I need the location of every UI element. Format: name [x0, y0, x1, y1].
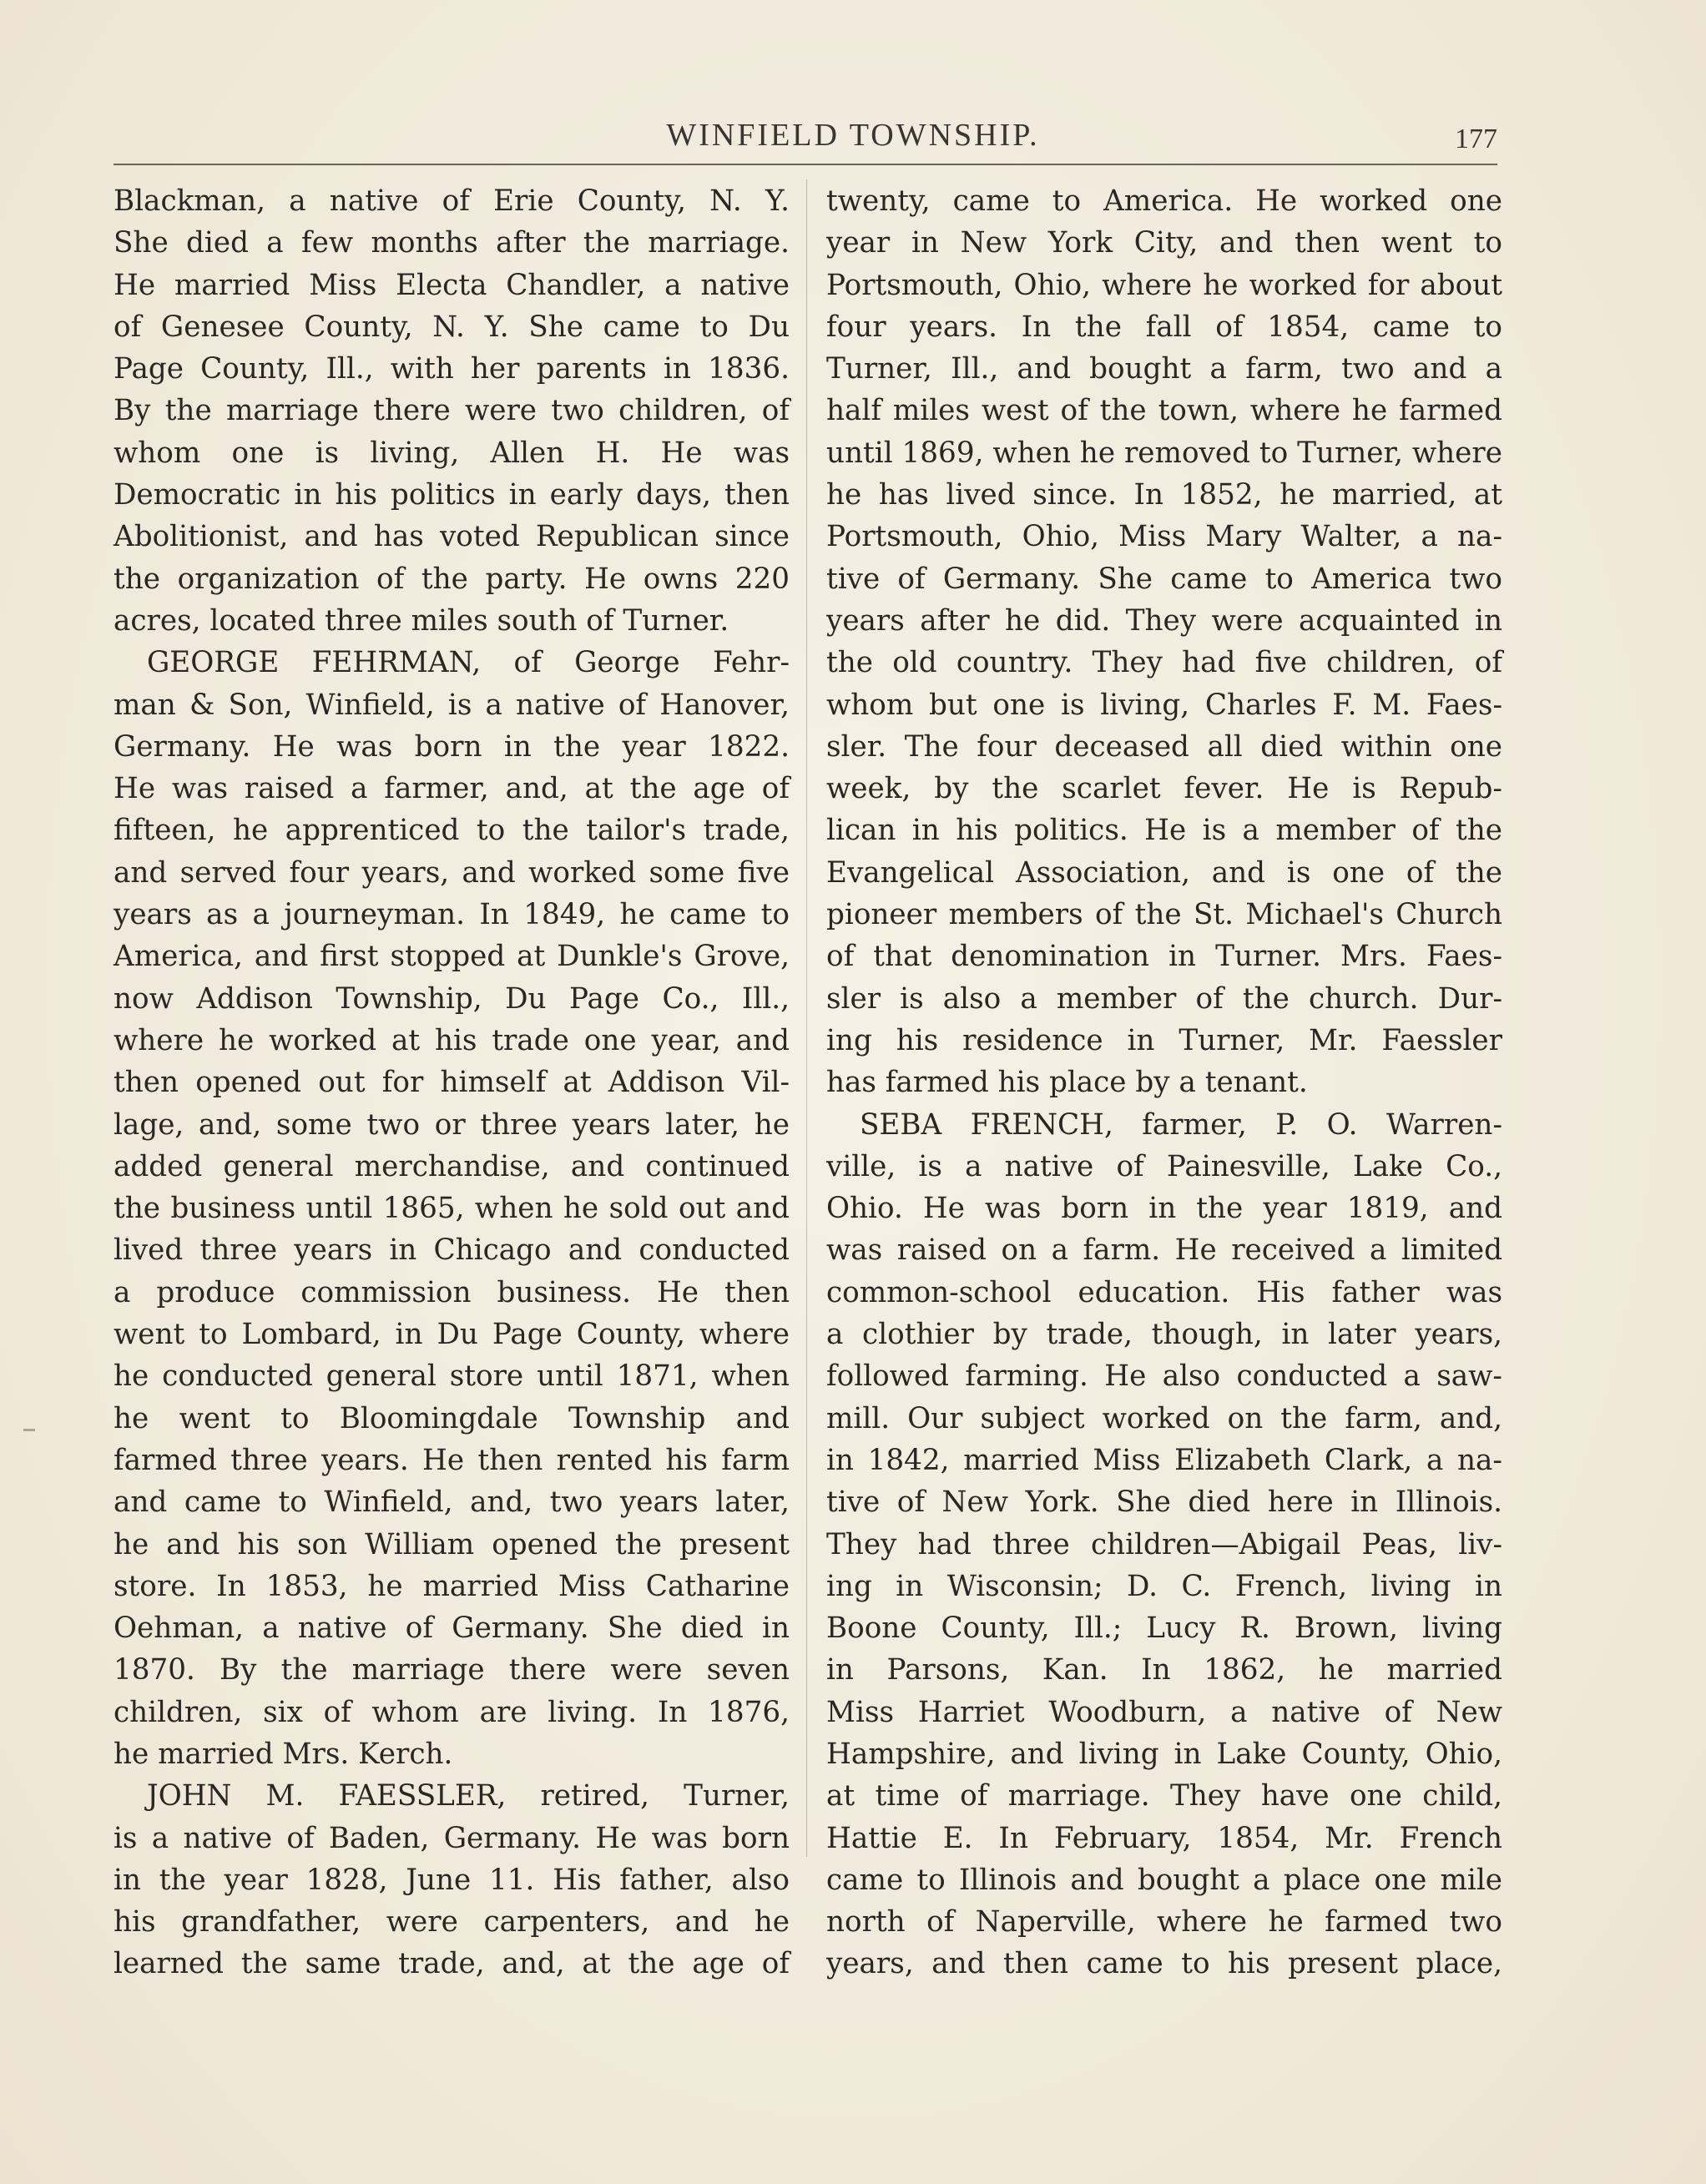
text-line: twenty, came to America. He worked one: [826, 184, 1502, 218]
text-line: he and his son William opened the present: [114, 1527, 790, 1561]
text-line: children, six of whom are living. In 1876,: [114, 1695, 790, 1729]
text-line: years after he did. They were acquainted in: [826, 603, 1502, 638]
text-line: the old country. They had five children, of: [826, 646, 1502, 680]
text-line: whom one is living, Allen H. He was: [114, 436, 790, 470]
text-line: in Parsons, Kan. In 1862, he married: [826, 1653, 1502, 1687]
header-rule: [114, 164, 1497, 165]
text-line: week, by the scarlet fever. He is Repub-: [826, 772, 1502, 806]
text-line: acres, located three miles south of Turner.: [114, 603, 729, 638]
left-column: [114, 180, 790, 1985]
text-line: whom but one is living, Charles F. M. Faes-: [826, 688, 1502, 722]
text-line: common-school education. His father was: [826, 1275, 1502, 1309]
text-line: until 1869, when he removed to Turner, where: [826, 436, 1502, 470]
text-line: fifteen, he apprenticed to the tailor's trade,: [114, 814, 790, 848]
text-line: in 1842, married Miss Elizabeth Clark, a na-: [826, 1443, 1502, 1477]
text-line: north of Naperville, where he farmed two: [826, 1905, 1502, 1939]
text-line: ville, is a native of Painesville, Lake Co.,: [826, 1149, 1502, 1183]
text-line: lage, and, some two or three years later, he: [114, 1107, 790, 1142]
text-line: in the year 1828, June 11. His father, also: [114, 1863, 790, 1897]
right-column: [826, 180, 1502, 1985]
text-line: sler. The four deceased all died within one: [826, 729, 1502, 764]
text-line: America, and first stopped at Dunkle's Grove,: [114, 940, 790, 974]
text-line: sler is also a member of the church. Dur-: [826, 981, 1502, 1016]
text-line: Blackman, a native of Erie County, N. Y.: [114, 184, 790, 218]
text-line: Oehman, a native of Germany. She died in: [114, 1612, 790, 1646]
text-line: years, and then came to his present place,: [826, 1947, 1502, 1981]
text-line: half miles west of the town, where he farmed: [826, 394, 1502, 428]
running-head: WINFIELD TOWNSHIP.: [666, 118, 1040, 153]
text-line: Page County, Ill., with her parents in 1836.: [114, 352, 790, 386]
text-line: a produce commission business. He then: [114, 1275, 790, 1309]
text-line: where he worked at his trade one year, and: [114, 1023, 790, 1057]
text-line: Evangelical Association, and is one of the: [826, 855, 1502, 890]
text-line: Hattie E. In February, 1854, Mr. French: [826, 1821, 1502, 1855]
text-line: came to Illinois and bought a place one mile: [826, 1863, 1502, 1897]
text-line: the business until 1865, when he sold out and: [114, 1192, 790, 1226]
text-line: They had three children—Abigail Peas, liv-: [826, 1527, 1502, 1561]
text-line: Germany. He was born in the year 1822.: [114, 729, 790, 764]
text-line: he married Mrs. Kerch.: [114, 1737, 453, 1771]
text-line: at time of marriage. They have one child,: [826, 1779, 1502, 1813]
text-line: farmed three years. He then rented his farm: [114, 1443, 790, 1477]
text-line: is a native of Baden, Germany. He was born: [114, 1821, 790, 1855]
text-line: added general merchandise, and continued: [114, 1149, 790, 1183]
text-line: lived three years in Chicago and conducted: [114, 1233, 790, 1268]
text-line: JOHN M. FAESSLER, retired, Turner,: [147, 1779, 790, 1813]
text-line: mill. Our subject worked on the farm, and,: [826, 1401, 1502, 1435]
text-line: Ohio. He was born in the year 1819, and: [826, 1192, 1502, 1226]
margin-mark: [23, 1429, 35, 1431]
text-line: Abolitionist, and has voted Republican since: [114, 520, 790, 554]
text-line: four years. In the fall of 1854, came to: [826, 310, 1502, 344]
text-line: went to Lombard, in Du Page County, where: [114, 1318, 790, 1352]
text-line: ing his residence in Turner, Mr. Faessler: [826, 1023, 1502, 1057]
text-line: tive of New York. She died here in Illinois.: [826, 1485, 1502, 1520]
text-line: SEBA FRENCH, farmer, P. O. Warren-: [860, 1107, 1502, 1142]
text-line: He married Miss Electa Chandler, a native: [114, 268, 790, 302]
column-divider: [806, 179, 807, 1857]
text-line: followed farming. He also conducted a saw-: [826, 1359, 1502, 1394]
text-line: Miss Harriet Woodburn, a native of New: [826, 1695, 1502, 1729]
text-line: ing in Wisconsin; D. C. French, living in: [826, 1569, 1502, 1603]
text-line: year in New York City, and then went to: [826, 226, 1502, 260]
text-line: Hampshire, and living in Lake County, Ohio,: [826, 1737, 1502, 1771]
text-line: then opened out for himself at Addison Vil-: [114, 1066, 790, 1100]
text-line: Portsmouth, Ohio, where he worked for about: [826, 268, 1502, 302]
text-line: lican in his politics. He is a member of the: [826, 814, 1502, 848]
text-line: GEORGE FEHRMAN, of George Fehr-: [147, 646, 790, 680]
text-line: has farmed his place by a tenant.: [826, 1066, 1308, 1100]
text-line: he went to Bloomingdale Township and: [114, 1401, 790, 1435]
text-line: of that denomination in Turner. Mrs. Faes-: [826, 940, 1502, 974]
text-line: pioneer members of the St. Michael's Church: [826, 898, 1502, 932]
text-line: he conducted general store until 1871, when: [114, 1359, 790, 1394]
text-line: tive of Germany. She came to America two: [826, 562, 1502, 596]
text-line: Democratic in his politics in early days, then: [114, 478, 790, 512]
text-line: learned the same trade, and, at the age of: [114, 1947, 790, 1981]
text-line: he has lived since. In 1852, he married, at: [826, 478, 1502, 512]
text-line: years as a journeyman. In 1849, he came to: [114, 898, 790, 932]
text-line: and served four years, and worked some five: [114, 855, 790, 890]
text-line: was raised on a farm. He received a limited: [826, 1233, 1502, 1268]
text-line: now Addison Township, Du Page Co., Ill.,: [114, 981, 790, 1016]
text-line: the organization of the party. He owns 220: [114, 562, 790, 596]
text-line: She died a few months after the marriage.: [114, 226, 790, 260]
text-line: and came to Winfield, and, two years later,: [114, 1485, 790, 1520]
text-line: store. In 1853, he married Miss Catharine: [114, 1569, 790, 1603]
text-line: man & Son, Winfield, is a native of Hanover,: [114, 688, 790, 722]
page-number: 177: [1455, 124, 1497, 154]
text-line: Portsmouth, Ohio, Miss Mary Walter, a na-: [826, 520, 1502, 554]
text-line: of Genesee County, N. Y. She came to Du: [114, 310, 790, 344]
text-line: Boone County, Ill.; Lucy R. Brown, living: [826, 1612, 1502, 1646]
text-line: a clothier by trade, though, in later years,: [826, 1318, 1502, 1352]
text-line: his grandfather, were carpenters, and he: [114, 1905, 790, 1939]
text-line: By the marriage there were two children, of: [114, 394, 790, 428]
text-line: He was raised a farmer, and, at the age of: [114, 772, 790, 806]
text-line: 1870. By the marriage there were seven: [114, 1653, 790, 1687]
text-line: Turner, Ill., and bought a farm, two and a: [826, 352, 1502, 386]
